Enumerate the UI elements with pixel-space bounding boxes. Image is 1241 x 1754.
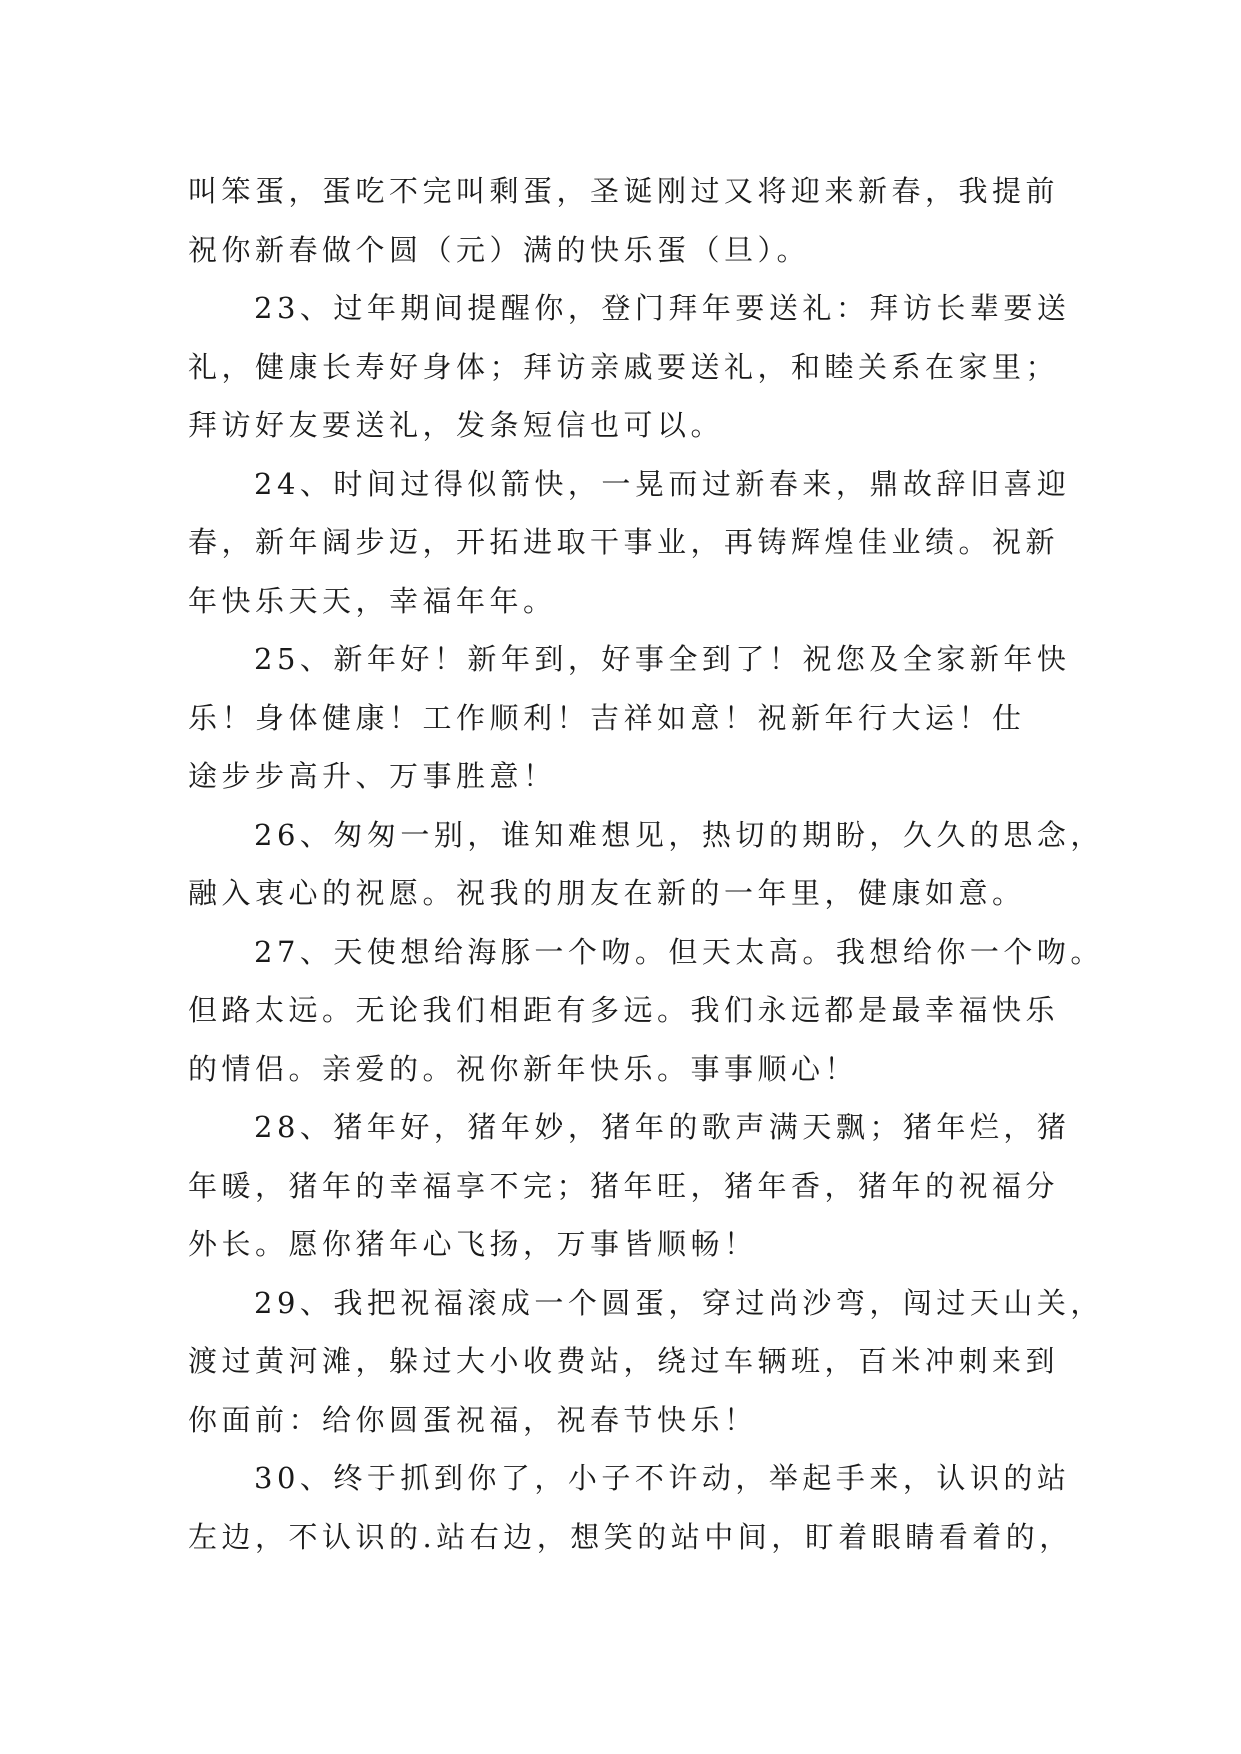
body-text [188, 162, 1104, 1566]
text-line: 融入衷心的祝愿。祝我的朋友在新的一年里，健康如意。 [188, 876, 1026, 910]
text-line: 外长。愿你猪年心飞扬，万事皆顺畅！ [188, 1227, 758, 1261]
text-line: 左边，不认识的.站右边，想笑的站中间，盯着眼睛看着的， [188, 1519, 1073, 1554]
text-line: 你面前：给你圆蛋祝福，祝春节快乐！ [188, 1402, 758, 1437]
text-line: 年快乐天天，幸福年年。 [188, 583, 557, 618]
text-line: 25、新年好！新年到，好事全到了！祝您及全家新年快 [254, 642, 1071, 676]
text-line: 渡过黄河滩，躲过大小收费站，绕过车辆班，百米冲刺来到 [188, 1344, 1060, 1378]
text-line: 年暖，猪年的幸福享不完；猪年旺，猪年香，猪年的祝福分 [188, 1168, 1060, 1203]
text-line: 28、猪年好，猪年妙，猪年的歌声满天飘；猪年烂，猪 [254, 1110, 1071, 1144]
text-line: 拜访好友要送礼，发条短信也可以。 [188, 408, 725, 442]
text-line: 礼，健康长寿好身体；拜访亲戚要送礼，和睦关系在家里； [188, 349, 1060, 384]
text-line: 途步步高升、万事胜意！ [188, 759, 557, 793]
text-line: 26、匆匆一别，谁知难想见，热切的期盼，久久的思念， [254, 817, 1104, 852]
text-line: 23、过年期间提醒你，登门拜年要送礼：拜访长辈要送 [254, 291, 1071, 325]
text-line: 的情侣。亲爱的。祝你新年快乐。事事顺心！ [188, 1051, 859, 1086]
text-line: 24、时间过得似箭快，一晃而过新春来，鼎故辞旧喜迎 [254, 466, 1071, 501]
text-line: 27、天使想给海豚一个吻。但天太高。我想给你一个吻。 [254, 934, 1104, 969]
text-line: 春，新年阔步迈，开拓进取干事业，再铸辉煌佳业绩。祝新 [188, 525, 1060, 559]
text-line: 29、我把祝福滚成一个圆蛋，穿过尚沙弯，闯过天山关， [254, 1285, 1104, 1320]
text-line: 30、终于抓到你了，小子不许动，举起手来，认识的站 [254, 1461, 1071, 1495]
text-line: 祝你新春做个圆（元）满的快乐蛋（旦）。 [188, 232, 811, 267]
text-line: 但路太远。无论我们相距有多远。我们永远都是最幸福快乐 [188, 993, 1060, 1027]
text-line: 叫笨蛋，蛋吃不完叫剩蛋，圣诞刚过又将迎来新春，我提前 [188, 174, 1060, 208]
text-line: 乐！身体健康！工作顺利！吉祥如意！祝新年行大运！仕 [188, 700, 1026, 735]
